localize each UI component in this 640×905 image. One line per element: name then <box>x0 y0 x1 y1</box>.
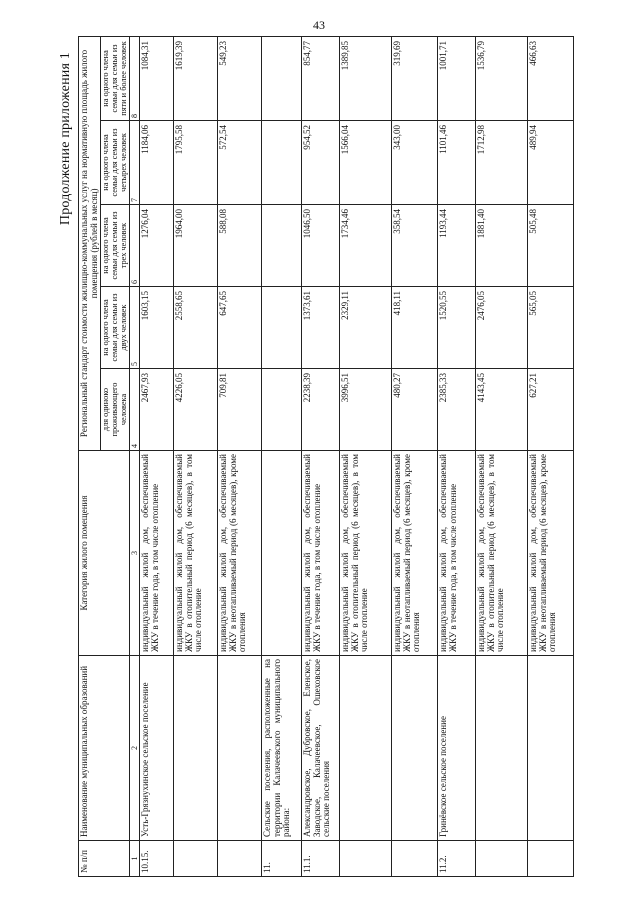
cost-value-cell: 854,77 <box>302 36 340 120</box>
header-single-person: для одиноко проживающего человека <box>101 369 130 451</box>
cost-value-cell: 709,81 <box>218 369 262 451</box>
housing-category-cell: индивидуальный жилой дом, обеспечиваемый ЖКУ в неотапливаемый период (6 месяцев), кроме отопления <box>528 451 574 656</box>
cost-value-cell: 2558,65 <box>174 287 218 369</box>
cost-value-cell: 1881,40 <box>476 205 528 287</box>
cost-value-cell: 954,52 <box>302 121 340 205</box>
table-row <box>340 36 392 876</box>
cost-value-cell <box>262 121 302 205</box>
cost-value-cell: 489,94 <box>528 121 574 205</box>
cost-value-cell: 572,54 <box>218 121 262 205</box>
appendix-caption: Продолжение приложения 1 <box>58 52 73 226</box>
row-number-cell: 11.2. <box>438 841 476 877</box>
cost-value-cell: 319,69 <box>392 36 438 120</box>
row-number-cell: 11.1. <box>302 841 340 877</box>
row-number-cell <box>476 841 528 877</box>
row-number-cell <box>528 841 574 877</box>
cost-value-cell: 1276,04 <box>140 205 174 287</box>
cost-value-cell: 1520,55 <box>438 287 476 369</box>
housing-category-cell: индивидуальный жилой дом, обеспечиваемый ЖКУ в отопительный период (6 месяцев), в том числе отопление <box>174 451 218 656</box>
municipality-cell: Александровское, Дубровское, Еленское, Заводское, Калачеевское, Ошеховское сельские поселения <box>302 656 340 841</box>
table-row <box>392 36 438 876</box>
cost-value-cell: 343,00 <box>392 121 438 205</box>
housing-category-cell: индивидуальный жилой дом, обеспечиваемый ЖКУ в неотапливаемый период (6 месяцев), кроме отопления <box>218 451 262 656</box>
column-number: 8 <box>130 36 140 120</box>
cost-value-cell <box>262 205 302 287</box>
column-number: 3 <box>130 451 140 656</box>
cost-value-cell: 2385,33 <box>438 369 476 451</box>
cost-value-cell: 1193,44 <box>438 205 476 287</box>
table-row <box>476 36 528 876</box>
cost-value-cell: 2329,11 <box>340 287 392 369</box>
column-number: 7 <box>130 121 140 205</box>
row-number-cell <box>392 841 438 877</box>
municipality-cell <box>174 656 218 841</box>
municipality-cell <box>476 656 528 841</box>
table-container <box>78 37 574 877</box>
housing-category-cell: индивидуальный жилой дом, обеспечиваемый ЖКУ в отопительный период (6 месяцев), в том числе отопление <box>340 451 392 656</box>
housing-category-cell: индивидуальный жилой дом, обеспечиваемый ЖКУ в неотапливаемый период (6 месяцев), кроме отопления <box>392 451 438 656</box>
housing-category-cell <box>262 451 302 656</box>
housing-category-cell: индивидуальный жилой дом, обеспечиваемый ЖКУ в отопительный период (6 месяцев), в том числе отопление <box>476 451 528 656</box>
cost-value-cell <box>262 36 302 120</box>
column-number: 2 <box>130 656 140 841</box>
cost-value-cell: 466,63 <box>528 36 574 120</box>
table-row <box>438 36 476 876</box>
cost-value-cell: 1795,58 <box>174 121 218 205</box>
housing-category-cell: индивидуальный жилой дом, обеспечиваемый ЖКУ в течение года, в том числе отопление <box>302 451 340 656</box>
table-row <box>218 36 262 876</box>
cost-value-cell: 647,65 <box>218 287 262 369</box>
column-number: 5 <box>130 287 140 369</box>
page-number: 43 <box>313 18 325 32</box>
header-standard: Региональный стандарт стоимости жилищно-коммунальных услуг на нормативную площадь жилого помещения (рублей в месяц) <box>79 36 101 450</box>
cost-value-cell: 1964,00 <box>174 205 218 287</box>
row-number-cell: 11. <box>262 841 302 877</box>
column-number-row <box>130 36 140 876</box>
row-number-cell <box>340 841 392 877</box>
cost-value-cell: 1101,46 <box>438 121 476 205</box>
cost-value-cell: 505,48 <box>528 205 574 287</box>
cost-value-cell: 1712,98 <box>476 121 528 205</box>
cost-value-cell: 1566,04 <box>340 121 392 205</box>
cost-value-cell <box>262 287 302 369</box>
header-category: Категория жилого помещения <box>79 451 130 656</box>
table-row <box>262 36 302 876</box>
cost-value-cell <box>262 369 302 451</box>
municipality-cell: Сельские поселения, расположенные на территории Калачеевского муниципального района: <box>262 656 302 841</box>
column-number: 4 <box>130 369 140 451</box>
cost-value-cell: 1619,39 <box>174 36 218 120</box>
municipality-cell: Усть-Грязнухинское сельское поселение <box>140 656 174 841</box>
cost-value-cell: 480,27 <box>392 369 438 451</box>
cost-value-cell: 358,54 <box>392 205 438 287</box>
cost-value-cell: 565,05 <box>528 287 574 369</box>
header-family-of-three: на одного члена семьи для семьи из трех человек <box>101 205 130 287</box>
housing-category-cell: индивидуальный жилой дом, обеспечиваемый ЖКУ в течение года, в том числе отопление <box>140 451 174 656</box>
row-number-cell <box>174 841 218 877</box>
table-row <box>140 36 174 876</box>
cost-value-cell: 1184,06 <box>140 121 174 205</box>
cost-value-cell: 2476,05 <box>476 287 528 369</box>
cost-value-cell: 1373,61 <box>302 287 340 369</box>
cost-value-cell: 4226,05 <box>174 369 218 451</box>
cost-value-cell: 627,21 <box>528 369 574 451</box>
header-family-of-five-plus: на одного члена семьи для семьи из пяти и более человек <box>101 36 130 120</box>
housing-cost-standard-table <box>78 36 574 877</box>
housing-category-cell: индивидуальный жилой дом, обеспечиваемый ЖКУ в течение года, в том числе отопление <box>438 451 476 656</box>
row-number-cell: 10.15. <box>140 841 174 877</box>
cost-value-cell: 418,11 <box>392 287 438 369</box>
row-number-cell <box>218 841 262 877</box>
cost-value-cell: 1084,31 <box>140 36 174 120</box>
table-body <box>140 36 574 876</box>
municipality-cell: Гринёвское сельское поселение <box>438 656 476 841</box>
cost-value-cell: 4143,45 <box>476 369 528 451</box>
municipality-cell <box>218 656 262 841</box>
header-number: № п/п <box>79 841 130 877</box>
header-family-of-four: на одного члена семьи для семьи из четырех человек <box>101 121 130 205</box>
cost-value-cell: 1536,79 <box>476 36 528 120</box>
cost-value-cell: 588,08 <box>218 205 262 287</box>
table-row <box>302 36 340 876</box>
cost-value-cell: 3996,51 <box>340 369 392 451</box>
cost-value-cell: 2238,39 <box>302 369 340 451</box>
municipality-cell <box>528 656 574 841</box>
header-municipality: Наименование муниципальных образований <box>79 656 130 841</box>
cost-value-cell: 1001,71 <box>438 36 476 120</box>
municipality-cell <box>392 656 438 841</box>
cost-value-cell: 1046,50 <box>302 205 340 287</box>
table-row <box>174 36 218 876</box>
column-number: 6 <box>130 205 140 287</box>
cost-value-cell: 549,23 <box>218 36 262 120</box>
cost-value-cell: 1389,85 <box>340 36 392 120</box>
cost-value-cell: 2467,93 <box>140 369 174 451</box>
header-family-of-two: на одного члена семьи для семьи из двух человек <box>101 287 130 369</box>
municipality-cell <box>340 656 392 841</box>
table-row <box>528 36 574 876</box>
cost-value-cell: 1734,46 <box>340 205 392 287</box>
column-number: 1 <box>130 841 140 877</box>
cost-value-cell: 1603,15 <box>140 287 174 369</box>
